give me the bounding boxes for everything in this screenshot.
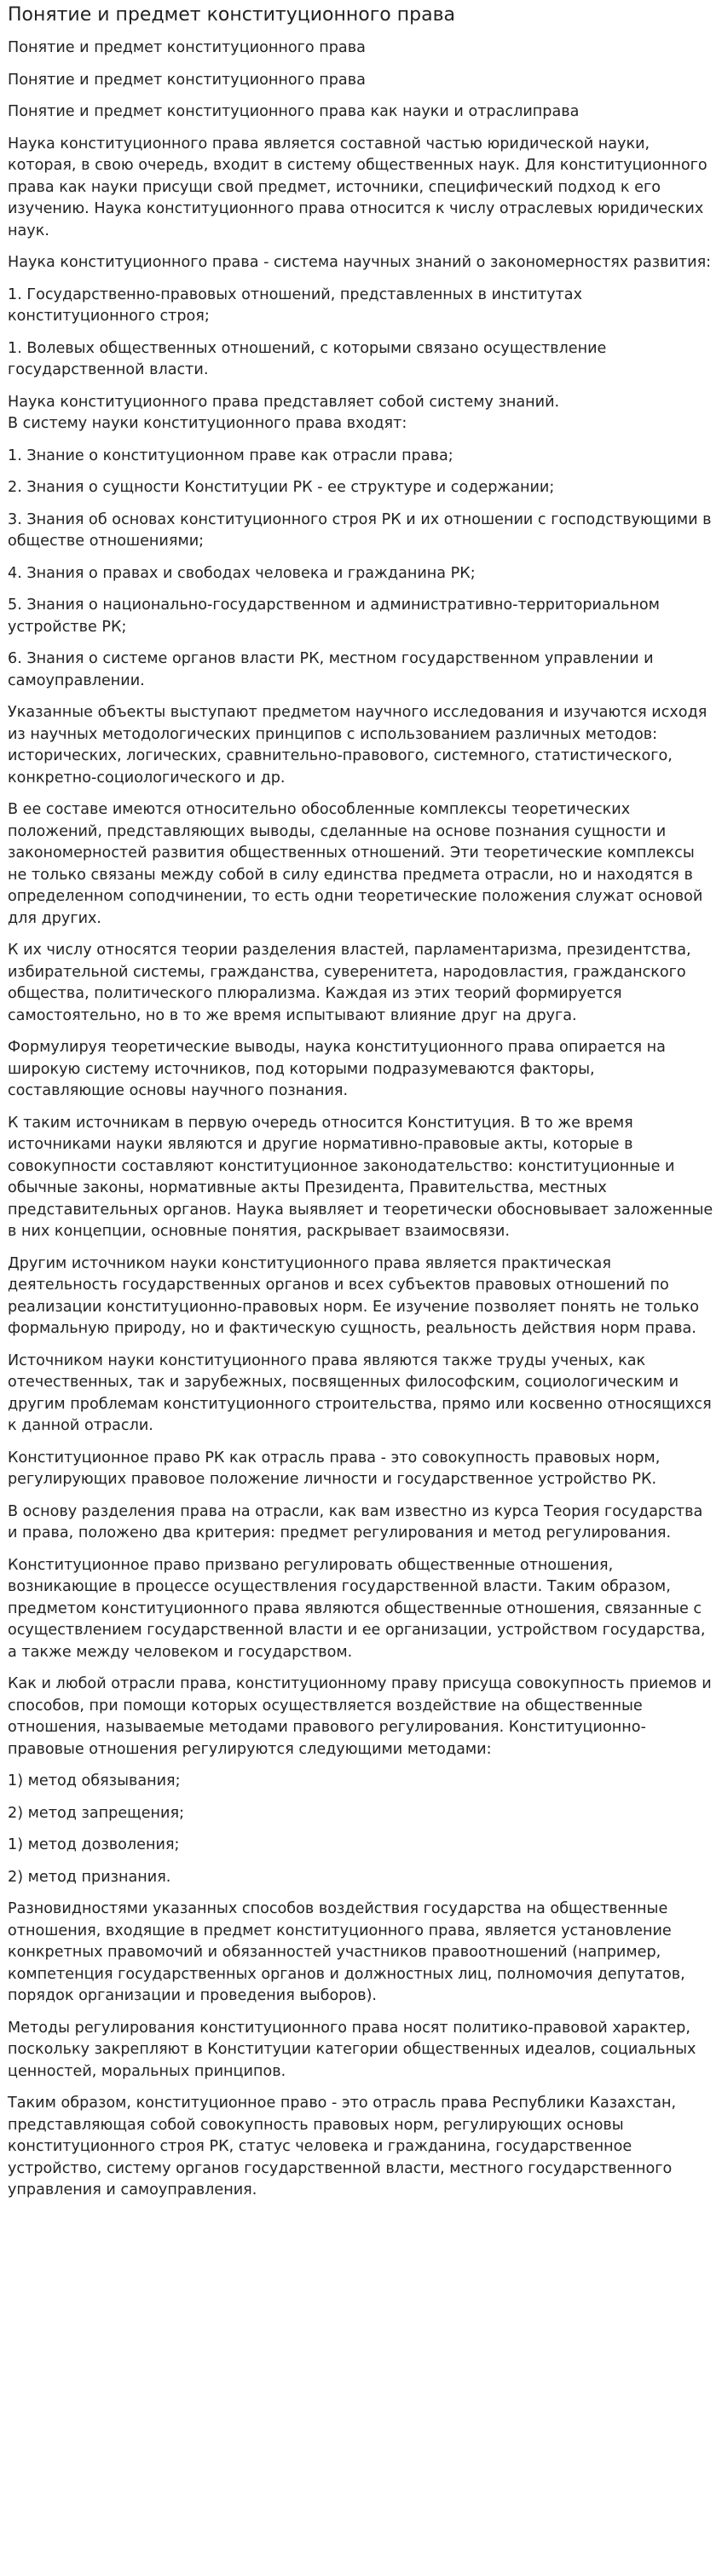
document-body [8, 37, 713, 2202]
paragraph: Как и любой отрасли права, конституционному праву присуща совокупность приемов и способов, при помощи которых осуществляется воздействие на общественные отношения, называемые методами правового регулирования. Конституционно-правовые отношения регулируются следующими методами: [8, 1675, 712, 1758]
paragraph: 5. Знания о национально-государственном и административно-территориальном устройстве РК; [8, 596, 660, 636]
paragraph: 1. Волевых общественных отношений, с которыми связано осуществление государственной власти. [8, 339, 607, 378]
paragraph: 2. Знания о сущности Конституции РК - ее структуре и содержании; [8, 479, 555, 496]
paragraph: Наука конституционного права представляет собой систему знаний. В систему науки конституционного права входят: [8, 393, 560, 432]
paragraph: Формулируя теоретические выводы, наука конституционного права опирается на широкую систему источников, под которыми подразумеваются факторы, составляющие основы научного познания. [8, 1039, 666, 1099]
paragraph: К их числу относятся теории разделения властей, парламентаризма, президентства, избирательной системы, гражданства, суверенитета, народовластия, гражданского общества, политического плюрализма. Каждая из этих теорий формируется самостоятельно, но в то же время испытывают влияние друг на друга. [8, 942, 691, 1024]
paragraph: Указанные объекты выступают предметом научного исследования и изучаются исходя из научных методологических принципов с использованием различных методов: исторических, логических, сравнительно-правового, системного, статистического, конкретно-социологического и др. [8, 704, 708, 787]
paragraph: 3. Знания об основах конституционного строя РК и их отношении с господствующими в обществе отношениями; [8, 510, 712, 550]
paragraph: 1) метод обязывания; [8, 1772, 181, 1789]
paragraph: К таким источникам в первую очередь относится Конституция. В то же время источниками науки являются и другие нормативно-правовые акты, которые в совокупности составляют конституционное законодательство: конституционные и обычные законы, нормативные акты Президента, Правительства, местных представительных органов. Наука выявляет и теоретически обосновывает заложенные в них концепции, основные понятия, раскрывает взаимосвязи. [8, 1114, 713, 1240]
paragraph: Таким образом, конституционное право - это отрасль права Республики Казахстан, представляющая собой совокупность правовых норм, регулирующих основы конституционного строя РК, статус человека и гражданина, государственное устройство, систему органов государственной власти, местного государственного управления и самоуправления. [8, 2095, 677, 2199]
paragraph: В ее составе имеются относительно обособленные комплексы теоретических положений, представляющих выводы, сделанные на основе познания сущности и закономерностей развития общественных отношений. Эти теоретические комплексы не только связаны между собой в силу единства предмета отрасли, но и находятся в определенном соподчинении, то есть одни теоретические положения служат основой для других. [8, 801, 703, 927]
paragraph: Понятие и предмет конституционного права [8, 39, 366, 56]
paragraph: Наука конституционного права является составной частью юридической науки, которая, в свою очередь, входит в систему общественных наук. Для конституционного права как науки присущи свой предмет, источники, специфический подход к его изучению. Наука конституционного права относится к числу отраслевых юридических наук. [8, 135, 708, 239]
paragraph: 2) метод признания. [8, 1868, 171, 1886]
paragraph: 4. Знания о правах и свободах человека и гражданина РК; [8, 564, 476, 582]
paragraph: Разновидностями указанных способов воздействия государства на общественные отношения, входящие в предмет конституционного права, является установление конкретных правомочий и обязанностей участников правоотношений (например, компетенция государственных органов и должностных лиц, полномочия депутатов, порядок организации и проведения выборов). [8, 1900, 685, 2004]
paragraph: Конституционное право РК как отрасль права - это совокупность правовых норм, регулирующих правовое положение личности и государственное устройство РК. [8, 1449, 661, 1488]
paragraph: Конституционное право призвано регулировать общественные отношения, возникающие в процессе осуществления государственной власти. Таким образом, предметом конституционного права являются общественные отношения, связанные с осуществлением государственной власти и ее организации, устройством государства, а также между человеком и государством. [8, 1556, 706, 1661]
paragraph: 2) метод запрещения; [8, 1804, 184, 1822]
page-title: Понятие и предмет конституционного права [8, 4, 456, 26]
paragraph: 1. Государственно-правовых отношений, представленных в институтах конституционного строя; [8, 285, 582, 325]
paragraph: 6. Знания о системе органов власти РК, местном государственном управлении и самоуправлении. [8, 650, 654, 689]
paragraph: Понятие и предмет конституционного права [8, 71, 366, 89]
paragraph: Другим источником науки конституционного права является практическая деятельность государственных органов и всех субъектов правовых отношений по реализации конституционно-правовых норм. Ее изучение позволяет понять не только формальную природу, но и фактическую сущность, реальность действия норм права. [8, 1254, 700, 1337]
paragraph: 1) метод дозволения; [8, 1836, 180, 1853]
paragraph: Понятие и предмет конституционного права как науки и отраслиправа [8, 103, 580, 120]
paragraph: Источником науки конституционного права являются также труды ученых, как отечественных, так и зарубежных, посвященных философским, социологическим и другим проблемам конституционного строительства, прямо или косвенно относящихся к данной отрасли. [8, 1351, 712, 1434]
paragraph: Наука конституционного права - система научных знаний о закономерностях развития: [8, 254, 712, 271]
paragraph: В основу разделения права на отрасли, как вам известно из курса Теория государства и права, положено два критерия: предмет регулирования и метод регулирования. [8, 1502, 703, 1542]
paragraph: 1. Знание о конституционном праве как отрасли права; [8, 447, 453, 464]
paragraph: Методы регулирования конституционного права носят политико-правовой характер, поскольку закрепляют в Конституции категории общественных идеалов, социальных ценностей, моральных принципов. [8, 2019, 696, 2080]
